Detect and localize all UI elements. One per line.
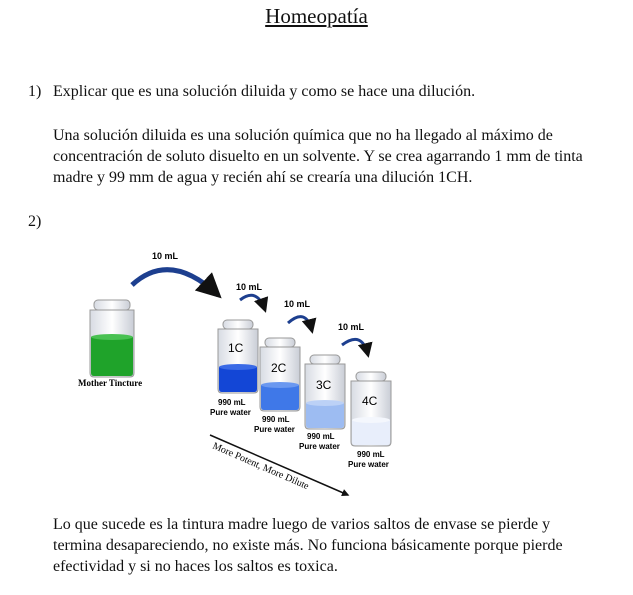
jar-2c-water-amount: 990 mL: [262, 415, 290, 424]
transfer-arrow: [132, 270, 218, 295]
answer-2: [53, 514, 623, 577]
transfer-label: 10 mL: [338, 322, 365, 332]
answer-1-line: madre y 99 mm de agua y recién ahí se crearía una dilución 1CH.: [53, 169, 473, 186]
transfer-label: 10 mL: [236, 282, 263, 292]
document-title: Homeopatía: [265, 4, 368, 28]
transfer-arrow: [288, 317, 312, 331]
potency-caption: More Potent, More Dilute: [210, 440, 311, 493]
jar-4c: [351, 372, 391, 446]
answer-2-line: efectividad y si no haces los saltos es toxica.: [53, 558, 338, 575]
jar-3c: [305, 355, 345, 429]
answer-1-line: concentración de soluto disuelto en un solvente. Y se crea agarrando 1 mm de tinta: [53, 148, 583, 165]
transfer-arrow: [240, 295, 265, 310]
answer-2-line: termina desapareciendo, no existe más. No funciona básicamente porque pierde: [53, 537, 563, 554]
question-2-number: 2): [28, 213, 42, 230]
jar-1c: [218, 320, 258, 393]
answer-2-line: Lo que sucede es la tintura madre luego de varios saltos de envase se pierde y: [53, 516, 551, 533]
jar-2c-label: 2C: [271, 361, 287, 375]
jar-4c-water-label: Pure water: [348, 460, 389, 469]
answer-1: [53, 125, 623, 188]
question-1-text: Explicar que es una solución diluida y como se hace una dilución.: [53, 83, 476, 100]
question-1-number: 1): [28, 83, 42, 100]
transfer-arrow: [342, 339, 368, 355]
jar-2c-water-label: Pure water: [254, 425, 295, 434]
answer-1-line: Una solución diluida es una solución química que no ha llegado al máximo de: [53, 127, 553, 144]
transfer-label: 10 mL: [152, 251, 179, 261]
jar-3c-water-amount: 990 mL: [307, 432, 335, 441]
jar-1c-label: 1C: [228, 341, 244, 355]
jar-4c-water-amount: 990 mL: [357, 450, 385, 459]
jar-1c-water-label: Pure water: [210, 408, 251, 417]
jar-4c-label: 4C: [362, 394, 378, 408]
jar-3c-label: 3C: [316, 378, 332, 392]
transfer-label: 10 mL: [284, 299, 311, 309]
mother-tincture-jar: [90, 300, 134, 377]
jar-1c-water-amount: 990 mL: [218, 398, 246, 407]
mother-tincture-label: Mother Tincture: [78, 378, 143, 388]
dilution-diagram: [70, 245, 410, 510]
jar-3c-water-label: Pure water: [299, 442, 340, 451]
